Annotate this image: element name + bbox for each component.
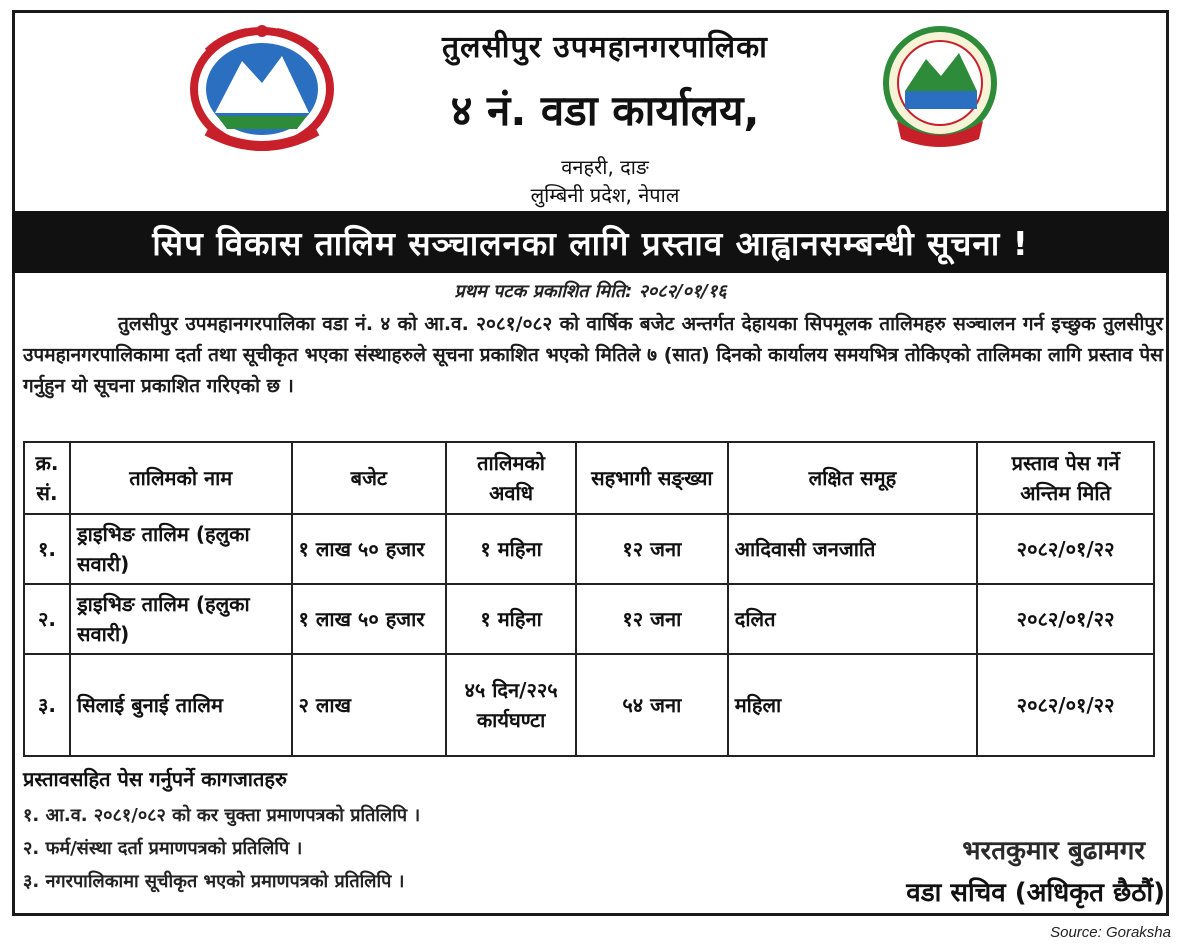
cell-sn: २. (24, 584, 70, 654)
cell-name: ड्राइभिङ तालिम (हलुका सवारी) (70, 514, 292, 584)
table-row (24, 584, 1154, 654)
table-row (24, 514, 1154, 584)
list-item: २. फर्म/संस्था दर्ता प्रमाणपत्रको प्रतिलिपि । (23, 838, 303, 859)
cell-duration: १ महिना (446, 514, 576, 584)
list-item: ३. नगरपालिकामा सूचीकृत भएको प्रमाणपत्रको प्रतिलिपि । (23, 871, 405, 892)
cell-duration: १ महिना (446, 584, 576, 654)
cell-deadline: २०८२/०१/२२ (977, 654, 1154, 756)
publication-date (15, 279, 1166, 303)
notice-frame (12, 10, 1169, 916)
required-documents-list (23, 799, 420, 898)
signatory-title: वडा सचिव (अधिकृत छैठौं) (906, 878, 1165, 908)
office-name: ४ नं. वडा कार्यालय, (450, 86, 760, 135)
header-participants: सहभागी सङ्ख्या (576, 442, 728, 514)
notice-title-banner: सिप विकास तालिम सञ्चालनका लागि प्रस्ताव आह्वानसम्बन्धी सूचना ! (12, 211, 1169, 273)
cell-sn: १. (24, 514, 70, 584)
org-name: तुलसीपुर उपमहानगरपालिका (442, 30, 768, 65)
cell-deadline: २०८२/०१/२२ (977, 514, 1154, 584)
intro-paragraph: तुलसीपुर उपमहानगरपालिका वडा नं. ४ को आ.व. २०८१/०८२ को वार्षिक बजेट अन्तर्गत देहायका सिपमूलक तालिमहरु सञ्चालन गर्न इच्छुक तुलसीपुर उपमहानगरपालिकामा दर्ता तथा सूचीकृत भएका संस्थाहरुले सूचना प्रकाशित भएको मितिले ७ (सात) दिनको कार्यालय समयभित्र तोकिएको तालिमका लागि प्रस्ताव पेस गर्नुहुन यो सूचना प्रकाशित गरिएको छ । (23, 313, 1163, 397)
cell-name: सिलाई बुनाई तालिम (70, 654, 292, 756)
address-line1: वनहरी, दाङ (561, 155, 649, 179)
cell-target: दलित (728, 584, 977, 654)
cell-budget: १ लाख ५० हजार (292, 514, 447, 584)
header-sn: क्र. सं. (24, 442, 70, 514)
cell-deadline: २०८२/०१/२२ (977, 584, 1154, 654)
header-duration: तालिमको अवधि (446, 442, 576, 514)
signatory-name: भरतकुमार बुढामगर (962, 836, 1145, 866)
nepal-emblem-icon (187, 21, 337, 156)
cell-participants: ५४ जना (576, 654, 728, 756)
header-name: तालिमको नाम (70, 442, 292, 514)
source-credit: Source: Goraksha (1050, 924, 1171, 941)
municipality-logo-icon (881, 21, 999, 151)
cell-name: ड्राइभिङ तालिम (हलुका सवारी) (70, 584, 292, 654)
address-line2: लुम्बिनी प्रदेश, नेपाल (530, 183, 680, 207)
cell-target: महिला (728, 654, 977, 756)
cell-participants: १२ जना (576, 514, 728, 584)
cell-budget: १ लाख ५० हजार (292, 584, 447, 654)
cell-participants: १२ जना (576, 584, 728, 654)
required-documents-title: प्रस्तावसहित पेस गर्नुपर्ने कागजातहरु (23, 767, 287, 791)
table-row (24, 654, 1154, 756)
cell-budget: २ लाख (292, 654, 447, 756)
notice-header (15, 13, 1166, 213)
cell-duration: ४५ दिन/२२५ कार्यघण्टा (446, 654, 576, 756)
table-header-row (24, 442, 1154, 514)
cell-sn: ३. (24, 654, 70, 756)
header-target: लक्षित समूह (728, 442, 977, 514)
list-item: १. आ.व. २०८१/०८२ को कर चुक्ता प्रमाणपत्रको प्रतिलिपि । (23, 805, 421, 826)
cell-target: आदिवासी जनजाति (728, 514, 977, 584)
publication-date-label: प्रथम पटक प्रकाशित मिति: (454, 281, 633, 302)
publication-date-value: २०८२/०१/१६ (638, 281, 727, 302)
header-budget: बजेट (292, 442, 447, 514)
training-table (23, 441, 1155, 757)
header-deadline: प्रस्ताव पेस गर्ने अन्तिम मिति (977, 442, 1154, 514)
